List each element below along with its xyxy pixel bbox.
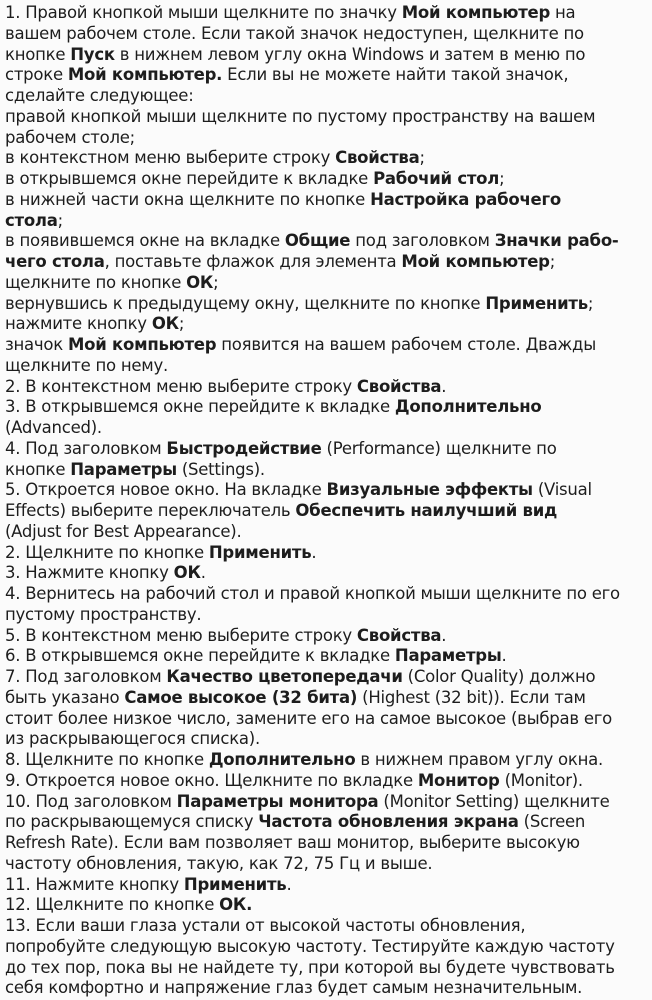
text-segment: Если вы не можете найти такой значок, — [222, 65, 569, 85]
text-segment: 7. Под заголовком — [5, 667, 167, 686]
text-line — [5, 978, 650, 999]
text-segment-bold: Параметры — [394, 646, 502, 666]
text-segment: в нижнем левом углу окна Windows и затем в меню по — [114, 44, 586, 64]
text-segment: 6. В открывшемся окне перейдите к вкладке — [5, 646, 395, 666]
text-segment-bold: Визуальные эффекты — [326, 480, 533, 500]
text-segment: 12. Щелкните по кнопке — [5, 895, 220, 915]
text-segment-bold: Параметры — [70, 459, 177, 479]
text-segment-bold: Свойства — [356, 625, 442, 645]
text-line — [5, 356, 650, 377]
text-line — [5, 937, 650, 958]
text-segment: ; — [178, 314, 185, 334]
text-segment: в нижнем правом углу окна. — [355, 750, 603, 769]
text-line — [5, 626, 650, 647]
text-segment-bold: Мой компьютер — [401, 252, 550, 271]
text-segment: под заголовком — [350, 231, 495, 251]
text-segment-bold: Применить — [208, 542, 312, 562]
text-segment-bold: Значки рабо- — [494, 231, 619, 251]
text-segment-bold: Мой компьютер — [67, 335, 217, 354]
text-segment: ; — [419, 148, 425, 168]
text-segment: пустому пространству. — [5, 604, 202, 624]
text-segment: 1. Правой кнопкой мыши щелкните по значку — [5, 3, 402, 22]
text-segment-bold: Дополнительно — [394, 397, 542, 417]
text-segment: (Screen — [518, 812, 586, 832]
text-segment: в открывшемся окне перейдите к вкладке — [5, 169, 374, 188]
text-line — [5, 875, 650, 896]
text-segment-bold: Дополнительно — [208, 750, 356, 769]
text-line — [5, 439, 650, 460]
text-segment-bold: ОК — [151, 314, 179, 334]
text-line — [5, 252, 650, 273]
text-segment-bold: Мой компьютер. — [67, 65, 223, 85]
text-segment: ; — [587, 293, 594, 313]
text-segment: . — [286, 874, 292, 894]
text-line — [5, 709, 650, 730]
text-segment-bold: Обеспечить наилучший вид — [295, 501, 558, 520]
text-segment: 2. В контекстном меню выберите строку — [5, 376, 357, 396]
text-segment: 9. Откроется новое окно. Щелкните по вкладке — [5, 770, 418, 790]
text-segment: 11. Нажмите кнопку — [5, 874, 184, 894]
text-segment: ; — [57, 210, 63, 230]
text-line — [5, 605, 650, 626]
text-segment-bold: Мой компьютер — [401, 3, 551, 22]
text-segment: . — [441, 625, 447, 645]
text-line — [5, 273, 650, 294]
text-line — [5, 418, 650, 439]
text-line — [5, 812, 650, 833]
text-segment-bold: Рабочий стол — [373, 169, 500, 188]
text-segment: 4. Под заголовком — [5, 438, 167, 458]
text-segment: щелкните по кнопке — [5, 272, 187, 292]
text-line — [5, 792, 650, 813]
text-line — [5, 771, 650, 792]
text-line — [5, 584, 650, 605]
text-segment-bold: ОК — [186, 272, 214, 292]
text-segment-bold: Монитор — [417, 770, 500, 790]
text-line — [5, 916, 650, 937]
text-segment: появится на вашем рабочем столе. Дважды — [216, 335, 596, 354]
text-line — [5, 211, 650, 232]
text-segment-bold: Свойства — [356, 376, 442, 396]
text-segment: , поставьте флажок для элемента — [104, 252, 402, 271]
text-segment: (Visual — [532, 480, 592, 500]
text-segment: 3. В открывшемся окне перейдите к вкладке — [5, 397, 395, 417]
text-segment: рабочем столе; — [5, 127, 135, 147]
text-segment: ; — [499, 169, 505, 188]
text-segment: . — [501, 646, 507, 666]
text-segment: 8. Щелкните по кнопке — [5, 750, 209, 769]
text-line — [5, 522, 650, 543]
text-segment: 10. Под заголовком — [5, 791, 177, 811]
text-segment: (Adjust for Best Appearance). — [5, 521, 242, 541]
text-line — [5, 750, 650, 771]
text-line — [5, 729, 650, 750]
text-segment-bold: Самое высокое (32 бита) — [124, 687, 358, 707]
text-line — [5, 854, 650, 875]
text-segment-bold: чего стола — [5, 252, 105, 271]
text-line — [5, 128, 650, 149]
text-line — [5, 231, 650, 252]
text-segment: себя комфортно и напряжение глаз будет самым незначительным. — [5, 978, 583, 998]
text-line — [5, 45, 650, 66]
text-line — [5, 169, 650, 190]
text-segment: нажмите кнопку — [5, 314, 152, 334]
text-line — [5, 190, 650, 211]
text-segment: Effects) выберите переключатель — [5, 501, 296, 520]
text-segment: строке — [5, 65, 68, 85]
text-segment: (Monitor). — [499, 770, 583, 790]
text-line — [5, 543, 650, 564]
text-line — [5, 294, 650, 315]
text-segment-bold: Свойства — [335, 148, 420, 168]
text-segment: (Color Quality) должно — [402, 667, 596, 686]
text-segment: в контекстном меню выберите строку — [5, 148, 336, 168]
text-line — [5, 833, 650, 854]
text-line — [5, 646, 650, 667]
text-line — [5, 24, 650, 45]
text-segment-bold: Настройка рабочего — [370, 189, 561, 209]
text-line — [5, 563, 650, 584]
text-segment: ; — [549, 252, 556, 271]
text-segment: стоит более низкое число, замените его на самое высокое (выбрав его — [5, 708, 613, 728]
text-segment: до тех пор, пока вы не найдете ту, при которой вы будете чувствовать — [5, 957, 615, 977]
text-line — [5, 958, 650, 979]
text-line — [5, 377, 650, 398]
text-line — [5, 335, 650, 356]
text-segment: (Monitor Setting) щелкните — [378, 791, 610, 811]
text-segment: быть указано — [5, 687, 125, 707]
text-segment: по раскрывающемуся списку — [5, 812, 259, 832]
text-segment: ; — [213, 272, 219, 292]
text-segment: (Performance) щелкните по — [321, 438, 557, 458]
text-line — [5, 314, 650, 335]
text-segment: попробуйте следующую высокую частоту. Тестируйте каждую частоту — [5, 936, 615, 956]
text-line — [5, 3, 650, 24]
text-segment: правой кнопкой мыши щелкните по пустому пространству на вашем — [5, 106, 596, 126]
text-segment: вашем рабочем столе. Если такой значок недоступен, щелкните по — [5, 23, 584, 43]
text-segment-bold: Частота обновления экрана — [258, 812, 519, 832]
text-segment-bold: Пуск — [70, 44, 115, 64]
text-segment: сделайте следующее: — [5, 86, 194, 105]
text-segment: Refresh Rate). Если вам позволяет ваш монитор, выберите высокую — [5, 833, 580, 852]
text-segment: частоту обновления, такую, как 72, 75 Гц и выше. — [5, 853, 433, 873]
text-line — [5, 688, 650, 709]
text-segment: 5. В контекстном меню выберите строку — [5, 625, 357, 645]
text-segment-bold: ОК — [173, 563, 201, 583]
text-segment: кнопке — [5, 44, 71, 64]
text-line — [5, 65, 650, 86]
text-segment: вернувшись к предыдущему окну, щелкните по кнопке — [5, 293, 486, 313]
text-segment-bold: стола — [5, 210, 58, 230]
text-segment: (Highest (32 bit)). Если там — [357, 687, 586, 707]
text-segment-bold: Общие — [284, 231, 351, 251]
text-segment-bold: Применить — [485, 293, 588, 313]
text-line — [5, 460, 650, 481]
text-segment-bold: Параметры монитора — [176, 791, 379, 811]
text-segment: значок — [5, 335, 68, 354]
text-line — [5, 397, 650, 418]
text-segment: щелкните по нему. — [5, 355, 168, 375]
text-segment: 5. Откроется новое окно. На вкладке — [5, 480, 327, 500]
text-segment: (Settings). — [176, 459, 265, 479]
text-segment: . — [311, 542, 317, 562]
text-segment: 3. Нажмите кнопку — [5, 563, 174, 583]
text-line — [5, 667, 650, 688]
text-line — [5, 895, 650, 916]
text-segment: в нижней части окна щелкните по кнопке — [5, 189, 371, 209]
text-segment: 2. Щелкните по кнопке — [5, 542, 209, 562]
text-line — [5, 501, 650, 522]
text-line — [5, 107, 650, 128]
text-segment-bold: ОК. — [219, 895, 253, 915]
text-segment: из раскрывающегося списка). — [5, 729, 260, 749]
text-segment: кнопке — [5, 459, 71, 479]
text-segment: 13. Если ваши глаза устали от высокой частоты обновления, — [5, 916, 526, 935]
text-segment-bold: Применить — [183, 874, 287, 894]
text-segment: . — [200, 563, 206, 583]
text-line — [5, 148, 650, 169]
text-segment: на — [550, 3, 576, 22]
text-segment-bold: Качество цветопередачи — [166, 667, 403, 686]
text-segment: 4. Вернитесь на рабочий стол и правой кнопкой мыши щелкните по его — [5, 584, 620, 603]
text-segment: в появившемся окне на вкладке — [5, 231, 285, 251]
text-segment: (Advanced). — [5, 418, 102, 437]
text-line — [5, 480, 650, 501]
text-line — [5, 86, 650, 107]
text-segment: . — [441, 376, 447, 396]
text-segment-bold: Быстродействие — [166, 438, 322, 458]
